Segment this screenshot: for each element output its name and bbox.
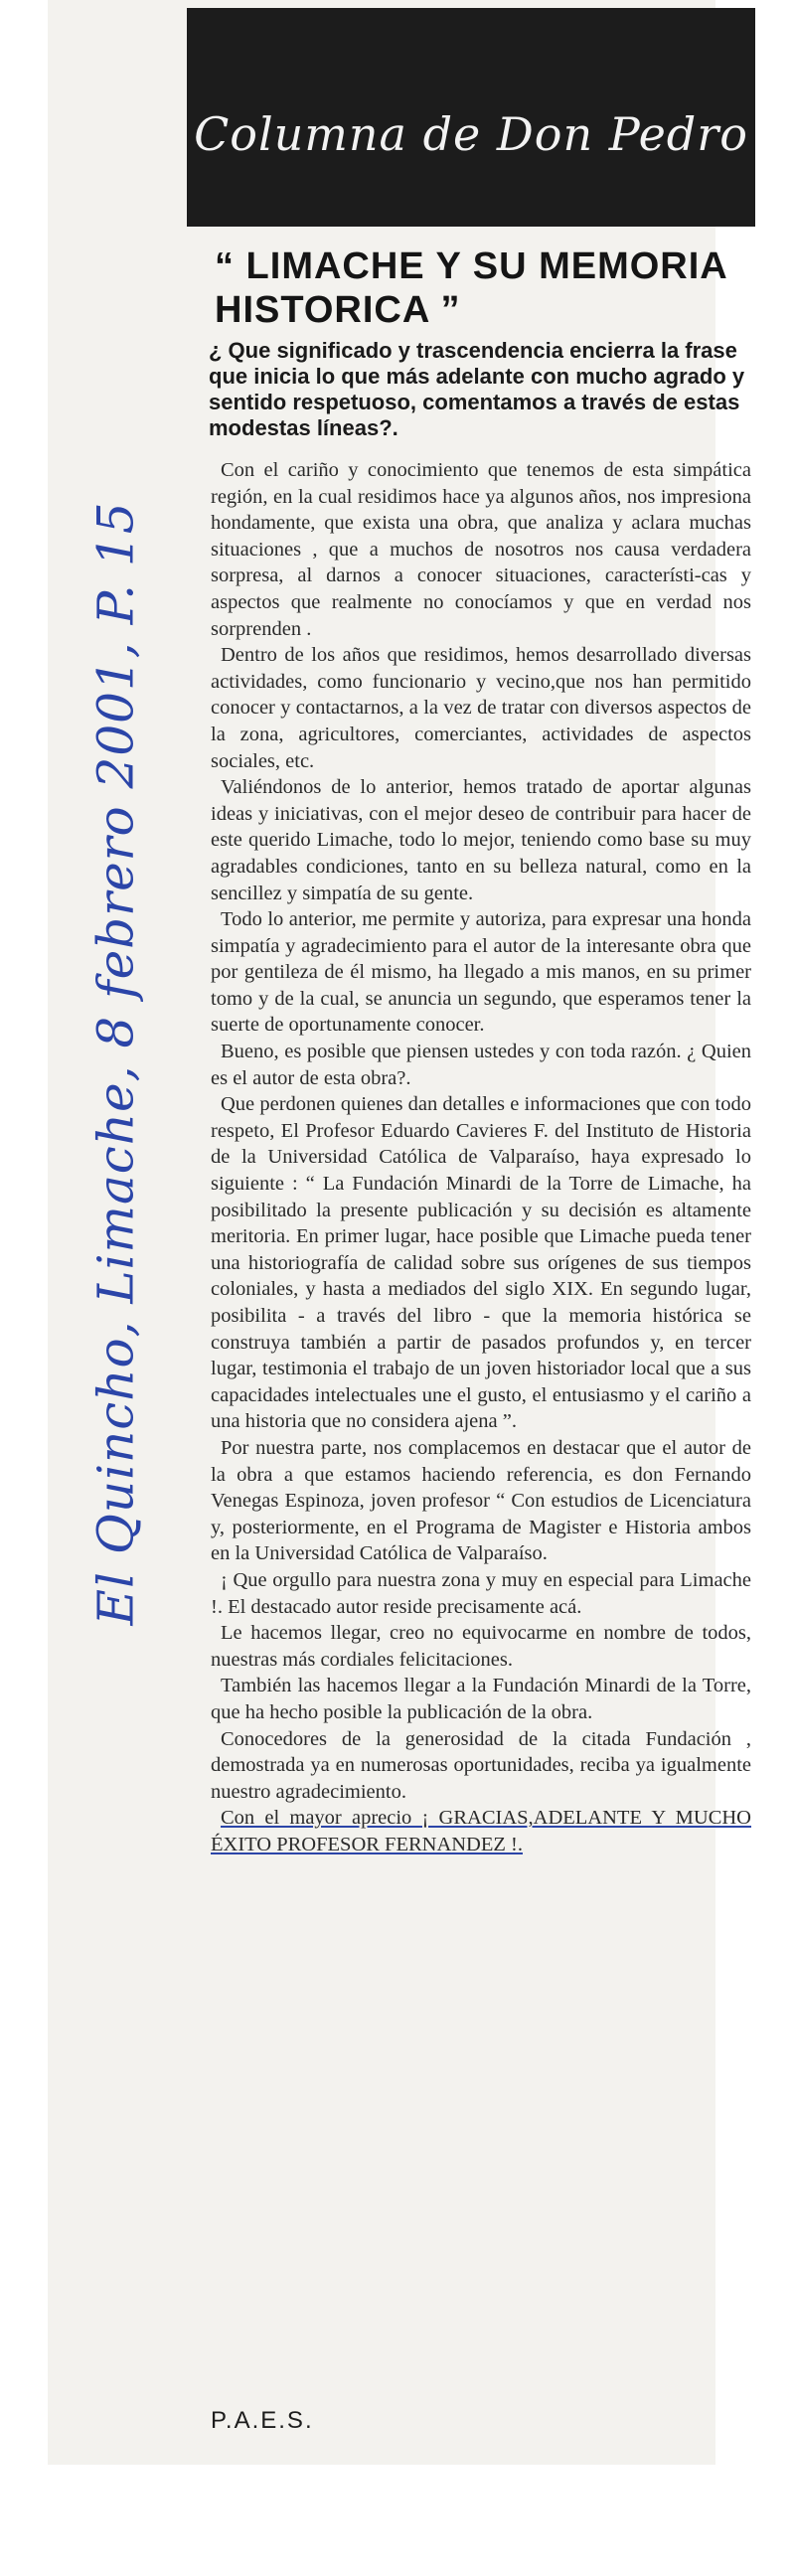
- paragraph: Con el cariño y conocimiento que tenemos de esta simpática región, en la cual residimos hace ya algunos años, nos impresiona hondamente, que exista una obra, que analiza y aclara muchas situaciones , que a muchos de nosotros nos causa verdadera sorpresa, al darnos a conocer situaciones, característi-cas y aspectos que realmente no conocíamos y que en verdad nos sorprenden .: [211, 459, 751, 640]
- paragraph: Todo lo anterior, me permite y autoriza, para expresar una honda simpatía y agradecimiento para el autor de la interesante obra que por gentileza de él mismo, ha llegado a mis manos, en su primer tomo y de la cual, se anuncia un segundo, que esperamos tener la suerte de oportunamente conocer.: [211, 908, 751, 1037]
- handwritten-note-text: El Quincho, Limache, 8 febrero 2001, P. 15: [86, 501, 145, 1626]
- author-signature: P.A.E.S.: [211, 2407, 314, 2434]
- article-headline: “ LIMACHE Y SU MEMORIA HISTORICA ”: [215, 245, 727, 331]
- paragraph: Dentro de los años que residimos, hemos desarrollado diversas actividades, como funcionario y vecino,que nos han permitido conocer y contactarnos, a la vez de tratar con diversos aspectos de la zona, agricultores, comerciantes, actividades de aspectos sociales, etc.: [211, 644, 751, 772]
- article-lead: ¿ Que significado y trascendencia encierra la frase que inicia lo que más adelante con mucho agrado y sentido respetuoso, comentamos a través de estas modestas líneas?.: [209, 338, 745, 440]
- paragraph: También las hacemos llegar a la Fundación Minardi de la Torre, que ha hecho posible la publicación de la obra.: [211, 1675, 751, 1723]
- closing-text: Con el mayor aprecio ¡ GRACIAS,ADELANTE Y MUCHO ÉXITO PROFESOR FERNANDEZ !.: [211, 1807, 751, 1855]
- article-body: [211, 457, 751, 1857]
- column-title: Columna de Don Pedro: [194, 107, 748, 161]
- paragraph: Conocedores de la generosidad de la citada Fundación , demostrada ya en numerosas oportunidades, reciba ya igualmente nuestro agradecimiento.: [211, 1727, 751, 1803]
- column-banner: [187, 8, 755, 227]
- paragraph: Que perdonen quienes dan detalles e informaciones que con todo respeto, El Profesor Eduardo Cavieres F. del Instituto de Historia de la Universidad Católica de Valparaíso, haya expresado lo siguiente : “ La Fundación Minardi de la Torre de Limache, ha posibilitado la presente publicación y su decisión es altamente meritoria. En primer lugar, hace posible que Limache pueda tener una historiografía de calidad sobre sus orígenes de sus tiempos coloniales, y hasta a mediados del siglo XIX. En segundo lugar, posibilita - a través del libro - que la memoria histórica se construya también a partir de pasados profundos y, en tercer lugar, testimonia el trabajo de un joven historiador local que a sus capacidades intelectuales une el gusto, el entusiasmo y el cariño a una historia que no considera ajena ”.: [211, 1093, 751, 1433]
- paragraph: Le hacemos llegar, creo no equivocarme en nombre de todos, nuestras más cordiales felicitaciones.: [211, 1622, 751, 1671]
- paragraph: Valiéndonos de lo anterior, hemos tratado de aportar algunas ideas y iniciativas, con el mejor deseo de contribuir para hacer de este querido Limache, todo lo mejor, teniendo como base su muy agradables condiciones, tanto en su belleza natural, como en la sencillez y simpatía de su gente.: [211, 776, 751, 904]
- paragraph: Bueno, es posible que piensen ustedes y con toda razón. ¿ Quien es el autor de esta obra?.: [211, 1041, 751, 1089]
- handwritten-source-note: [42, 219, 189, 1908]
- paragraph: ¡ Que orgullo para nuestra zona y muy en especial para Limache !. El destacado autor reside precisamente acá.: [211, 1568, 751, 1618]
- article-clip: [187, 0, 755, 2455]
- closing-paragraph: [211, 1805, 751, 1857]
- paragraph: Por nuestra parte, nos complacemos en destacar que el autor de la obra a que estamos haciendo referencia, es don Fernando Venegas Espinoza, joven profesor “ Con estudios de Licenciatura y, posteriormente, en el Programa de Magister e Historia ambos en la Universidad Católica de Valparaíso.: [211, 1436, 751, 1565]
- newspaper-clipping: [48, 0, 751, 2465]
